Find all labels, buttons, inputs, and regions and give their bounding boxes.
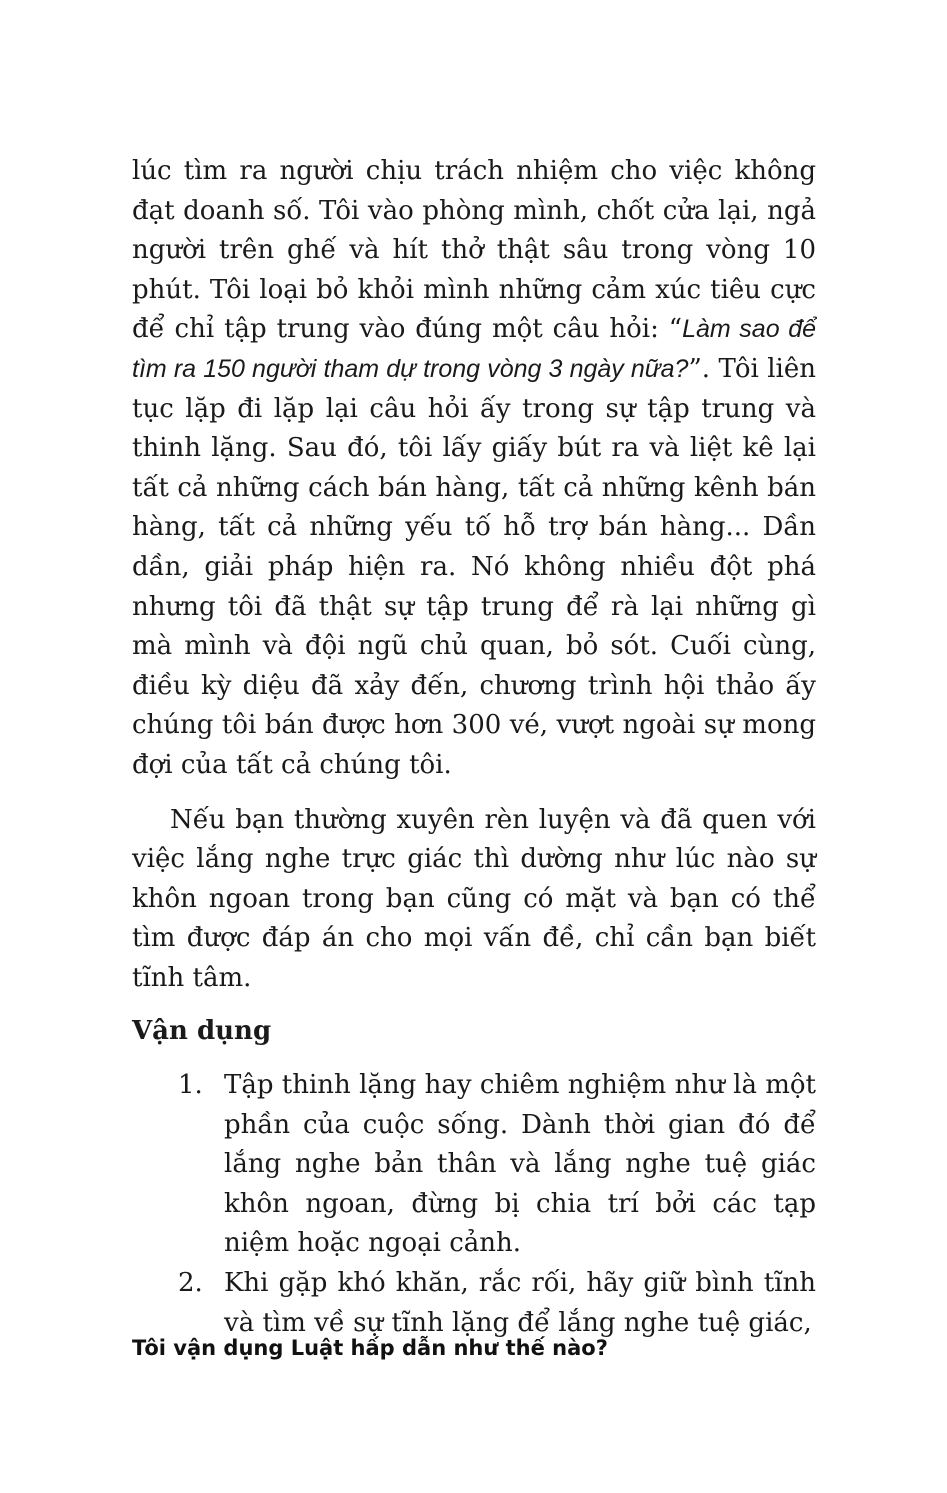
apply-list (132, 1066, 816, 1343)
apply-item-2 (132, 1264, 816, 1343)
apply-item-text: Khi gặp khó khăn, rắc rối, hãy giữ bình tĩnh và tìm về sự tĩnh lặng để lắng nghe tuệ giác, (224, 1268, 816, 1338)
story-paragraph (132, 152, 816, 786)
apply-item-number: 1. (178, 1070, 203, 1101)
apply-item-text: Tập thinh lặng hay chiêm nghiệm như là một phần của cuộc sống. Dành thời gian đó để lắng nghe bản thân và lắng nghe tuệ giác khôn ngoan, đừng bị chia trí bởi các tạp niệm hoặc ngoại cảnh. (224, 1070, 816, 1259)
apply-item-1 (132, 1066, 816, 1264)
section-heading-apply: Vận dụng (132, 1016, 272, 1047)
running-footer-title: Tôi vận dụng Luật hấp dẫn như thế nào? (132, 1336, 608, 1360)
intuition-paragraph: Nếu bạn thường xuyên rèn luyện và đã quen với việc lắng nghe trực giác thì dường như lúc nào sự khôn ngoan trong bạn cũng có mặt và bạn có thể tìm được đáp án cho mọi vấn đề, chỉ cần bạn biết tĩnh tâm. (132, 804, 816, 993)
page-body (132, 152, 816, 1343)
story-text-after-quote: ”. Tôi liên tục lặp đi lặp lại câu hỏi ấy trong sự tập trung và thinh lặng. Sau đó, tôi lấy giấy bút ra và liệt kê lại tất cả những cách bán hàng, tất cả những kênh bán hàng, tất cả những yếu tố hỗ trợ bán hàng... Dần dần, giải pháp hiện ra. Nó không nhiều đột phá nhưng tôi đã thật sự tập trung để rà lại những gì mà mình và đội ngũ chủ quan, bỏ sót. Cuối cùng, điều kỳ diệu đã xảy đến, chương trình hội thảo ấy chúng tôi bán được hơn 300 vé, vượt ngoài sự mong đợi của tất cả chúng tôi. (132, 353, 816, 780)
story-text-before-quote: lúc tìm ra người chịu trách nhiệm cho việc không đạt doanh số. Tôi vào phòng mình, chốt cửa lại, ngả người trên ghế và hít thở thật sâu trong vòng 10 phút. Tôi loại bỏ khỏi mình những cảm xúc tiêu cực để chỉ tập trung vào đúng một câu hỏi: “ (132, 156, 816, 345)
apply-item-number: 2. (178, 1268, 203, 1299)
story-quote: Làm sao để tìm ra 150 người tham dự trong vòng 3 ngày nữa? (132, 315, 817, 383)
